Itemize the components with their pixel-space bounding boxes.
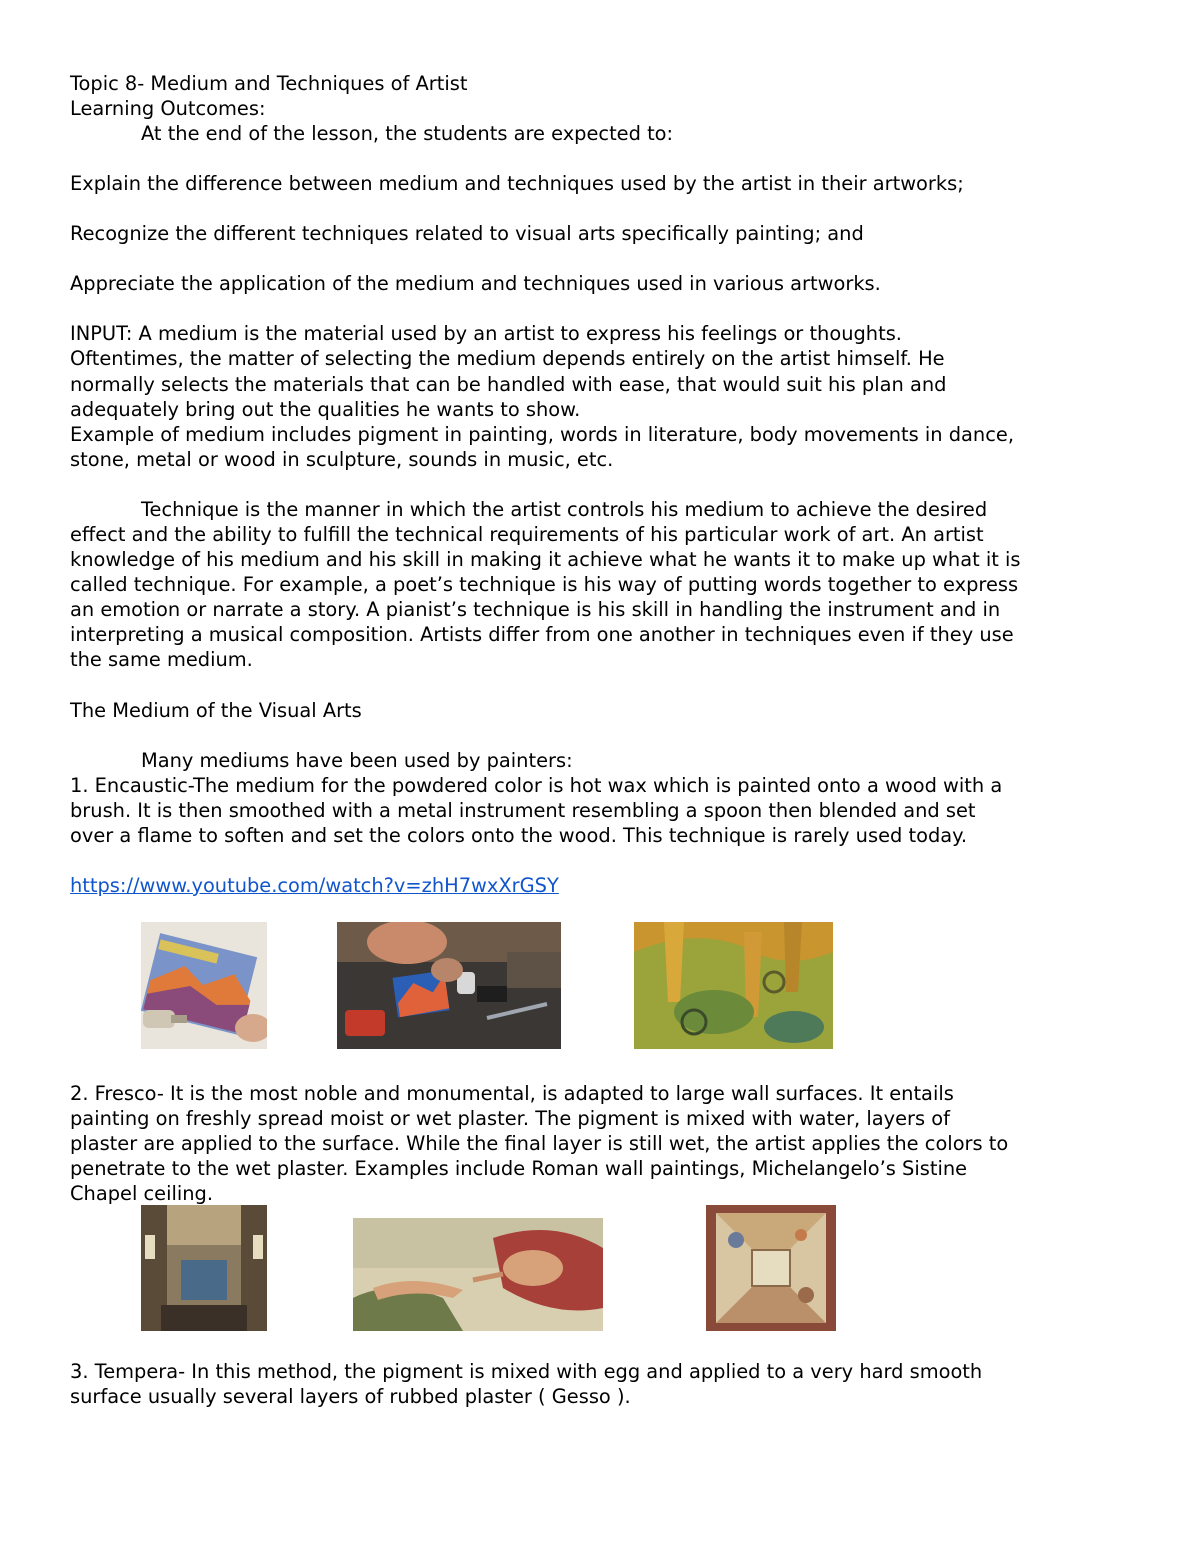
encaustic-wax-texture-photo (634, 922, 833, 1049)
technique-paragraph-line: an emotion or narrate a story. A pianist’s technique is his skill in handling the instrument and in (70, 598, 1001, 621)
technique-paragraph-line: Technique is the manner in which the artist controls his medium to achieve the desired (141, 498, 988, 521)
outcomes-heading: Learning Outcomes: (70, 97, 266, 120)
painted-ceiling-photo (706, 1205, 836, 1331)
input-paragraph-line: stone, metal or wood in sculpture, sounds in music, etc. (70, 448, 614, 471)
input-paragraph-line: INPUT: A medium is the material used by an artist to express his feelings or thoughts. (70, 322, 902, 345)
input-paragraph-line: Oftentimes, the matter of selecting the medium depends entirely on the artist himself. He (70, 347, 945, 370)
technique-paragraph-line: effect and the ability to fulfill the technical requirements of his particular work of art. An artist (70, 523, 984, 546)
outcome-item: Appreciate the application of the medium and techniques used in various artworks. (70, 272, 881, 295)
outcome-item: Recognize the different techniques related to visual arts specifically painting; and (70, 222, 864, 245)
encaustic-line: brush. It is then smoothed with a metal instrument resembling a spoon then blended and set (70, 799, 976, 822)
creation-of-adam-photo (353, 1218, 603, 1331)
fresco-line: Chapel ceiling. (70, 1182, 214, 1205)
fresco-line: painting on freshly spread moist or wet plaster. The pigment is mixed with water, layers of (70, 1107, 950, 1130)
encaustic-line: 1. Encaustic-The medium for the powdered color is hot wax which is painted onto a wood with a (70, 774, 1003, 797)
fresco-line: plaster are applied to the surface. While the final layer is still wet, the artist applies the colors to (70, 1132, 1009, 1155)
outcome-item: Explain the difference between medium and techniques used by the artist in their artworks; (70, 172, 964, 195)
encaustic-line: over a flame to soften and set the colors onto the wood. This technique is rarely used today. (70, 824, 968, 847)
tempera-line: 3. Tempera- In this method, the pigment is mixed with egg and applied to a very hard smooth (70, 1360, 983, 1383)
section-heading: The Medium of the Visual Arts (70, 699, 362, 722)
page-title: Topic 8- Medium and Techniques of Artist (70, 72, 468, 95)
technique-paragraph-line: called technique. For example, a poet’s technique is his way of putting words together to express (70, 573, 1019, 596)
encaustic-landscape-photo (141, 922, 267, 1049)
technique-paragraph-line: knowledge of his medium and his skill in making it achieve what he wants it to make up what it is (70, 548, 1021, 571)
input-paragraph-line: Example of medium includes pigment in painting, words in literature, body movements in dance, (70, 423, 1014, 446)
mediums-intro: Many mediums have been used by painters: (141, 749, 573, 772)
outcomes-intro: At the end of the lesson, the students are expected to: (141, 122, 674, 145)
technique-paragraph-line: the same medium. (70, 648, 253, 671)
fresco-line: 2. Fresco- It is the most noble and monumental, is adapted to large wall surfaces. It entails (70, 1082, 954, 1105)
sistine-chapel-interior-photo (141, 1205, 267, 1331)
encaustic-video-link[interactable]: https://www.youtube.com/watch?v=zhH7wxXrGSY (70, 874, 559, 897)
fresco-line: penetrate to the wet plaster. Examples include Roman wall paintings, Michelangelo’s Sistine (70, 1157, 968, 1180)
tempera-line: surface usually several layers of rubbed plaster ( Gesso ). (70, 1385, 631, 1408)
encaustic-workshop-photo (337, 922, 561, 1049)
technique-paragraph-line: interpreting a musical composition. Artists differ from one another in techniques even if they use (70, 623, 1014, 646)
input-paragraph-line: adequately bring out the qualities he wants to show. (70, 398, 581, 421)
input-paragraph-line: normally selects the materials that can be handled with ease, that would suit his plan and (70, 373, 947, 396)
